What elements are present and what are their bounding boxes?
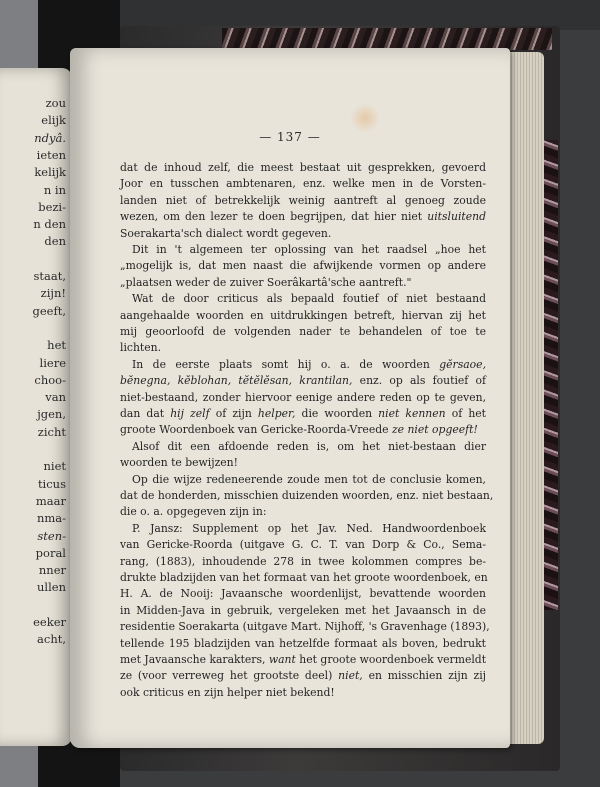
text-line — [120, 340, 486, 356]
text-line — [120, 488, 494, 504]
left-page-fragment: ndyâ. — [34, 130, 66, 145]
left-page-fragment: eeker — [33, 615, 66, 629]
text-run: P. Jansz: Supplement op het Jav. Ned. Handwoordenboek — [132, 521, 486, 535]
text-run: dan dat — [120, 407, 171, 420]
text-run: niet-bestaand, zonder hiervoor eenige andere reden op te geven, — [120, 390, 486, 404]
text-line — [120, 619, 490, 635]
text-run: groote Woordenboek van Gericke-Roorda-Vreede — [120, 423, 392, 437]
text-run: ook criticus en zijn helper niet bekend! — [120, 685, 335, 699]
text-line — [120, 258, 486, 274]
left-page-fragment: kelijk — [34, 165, 66, 180]
text-line — [120, 504, 486, 520]
text-line — [120, 537, 486, 553]
text-run: woorden te bewijzen! — [120, 456, 238, 470]
left-page-fragment: jgen, — [37, 407, 66, 422]
text-run: tellende 195 bladzijden van hetzelfde formaat als boven, bedrukt — [120, 636, 486, 650]
left-page-fragment: niet — [43, 459, 66, 474]
text-run: die woorden — [295, 407, 379, 420]
italic-text-run: want — [268, 653, 296, 666]
text-run: van Gericke-Roorda (uitgave G. C. T. van Dorp & Co., Sema- — [120, 538, 486, 552]
text-run: Op die wijze redeneerende zoude men tot de conclusie komen, — [132, 472, 486, 486]
text-run: enz. op als foutief of — [352, 374, 486, 388]
text-line — [120, 685, 486, 701]
text-run: Wat de door criticus als bepaald foutief of niet bestaand — [132, 292, 486, 306]
text-line — [120, 521, 486, 537]
text-line — [120, 570, 486, 586]
text-run: lichten. — [120, 341, 162, 355]
left-page-fragment: n in — [43, 182, 66, 197]
text-line — [120, 209, 486, 225]
text-run: aangehaalde woorden en uitdrukkingen betreft, hiervan zij het — [120, 308, 486, 322]
text-line — [120, 636, 486, 652]
left-page-fragment: liere — [39, 355, 66, 370]
left-page-fragment: maar — [35, 493, 66, 508]
left-page-fragment: zicht — [37, 424, 66, 439]
left-page-fragment: sten- — [37, 528, 66, 543]
italic-text-run: niet, — [338, 669, 363, 683]
left-page-fragment: den — [44, 234, 66, 249]
italic-text-run: bĕnegna, kĕblohan, tĕtĕlĕsan, krantilan, — [120, 374, 353, 388]
text-run: ze (voor verreweg het grootste deel) — [120, 669, 339, 683]
marbled-top-edge — [222, 28, 552, 50]
text-run: wezen, om den lezer te doen begrijpen, dat hier niet — [120, 210, 428, 224]
paper-stain — [350, 103, 380, 133]
left-page-fragment: choo- — [34, 372, 66, 387]
text-line — [120, 291, 486, 307]
text-line — [120, 275, 486, 291]
text-line — [120, 554, 486, 570]
left-page-fragment: nma- — [36, 511, 66, 526]
text-line — [120, 226, 486, 242]
italic-text-run: uitsluitend — [427, 210, 486, 224]
text-line — [120, 176, 486, 192]
left-page-fragment: ieten — [36, 147, 66, 162]
text-line — [120, 652, 486, 668]
text-run: In de eerste plaats somt hij o. a. de woorden — [132, 357, 440, 371]
left-page-fragment: ullen — [37, 580, 66, 595]
text-run: „mogelijk is, dat men naast die afwijkende vormen op andere — [120, 259, 486, 273]
text-run: in Midden-Java in gebruik, vergeleken met het Javaansch in de — [120, 603, 486, 617]
text-run: landen niet of betrekkelijk weinig aantreft al genoeg zoude — [120, 193, 486, 207]
left-page-fragment: van — [45, 390, 66, 405]
text-run: of het — [445, 407, 487, 420]
left-page-fragment: zou — [45, 96, 66, 110]
text-run: Soerakarta'sch dialect wordt gegeven. — [120, 226, 332, 240]
italic-text-run: helper, — [257, 407, 296, 420]
text-run: Joor en tusschen ambtenaren, enz. welke men in de Vorsten- — [120, 177, 486, 191]
text-run: en misschien zijn zij — [362, 669, 487, 683]
text-line — [120, 455, 486, 471]
text-line — [120, 324, 486, 340]
text-line — [120, 472, 486, 488]
text-line — [120, 586, 486, 602]
left-page — [0, 68, 72, 746]
text-line — [120, 603, 486, 619]
text-line — [120, 357, 486, 373]
text-run: „plaatsen weder de zuiver Soerâkartâ'sche aantreft." — [120, 275, 412, 289]
text-line — [120, 160, 486, 176]
text-line — [120, 668, 486, 684]
text-run: rang, (1883), inhoudende 278 in twee kolommen compres be- — [120, 554, 486, 568]
text-run: dat de honderden, misschien duizenden woorden, enz. niet bestaan, — [120, 489, 494, 502]
text-line — [120, 406, 486, 422]
text-run: het groote woordenboek vermeldt — [295, 653, 487, 666]
right-page — [70, 48, 510, 748]
text-run: H. A. de Nooij: Javaansche woordenlijst, bevattende woorden — [120, 587, 486, 601]
left-page-fragment: het — [47, 338, 66, 353]
text-line — [120, 439, 486, 455]
text-run: Alsof dit een afdoende reden is, om het niet-bestaan dier — [132, 439, 486, 453]
left-page-fragment: n den — [33, 217, 66, 232]
text-run: Dit in 't algemeen ter oplossing van het raadsel „hoe het — [132, 243, 486, 256]
left-page-fragment: acht, — [37, 632, 66, 647]
italic-text-run: gĕrsaoe, — [439, 357, 486, 371]
text-run: dat de inhoud zelf, die meest bestaat uit gesprekken, gevoerd — [120, 161, 486, 174]
text-line — [120, 308, 486, 324]
italic-text-run: niet kennen — [378, 407, 446, 420]
page-number: — 137 — — [259, 130, 321, 144]
text-line — [120, 193, 486, 209]
text-line — [120, 422, 486, 438]
text-line — [120, 373, 486, 389]
text-run: residentie Soerakarta (uitgave Mart. Nijhoff, 's Gravenhage (1893), — [120, 620, 490, 634]
italic-text-run: hij zelf — [170, 407, 210, 420]
left-page-fragment: ticus — [37, 476, 66, 491]
left-page-fragment: geeft, — [32, 303, 66, 318]
text-run: mij geoorloofd de volgenden nader te behandelen of toe te — [120, 325, 486, 338]
left-page-fragment: poral — [35, 545, 66, 560]
text-run: die o. a. opgegeven zijn in: — [120, 505, 267, 519]
text-run: of zijn — [209, 407, 258, 420]
left-page-text-fragments — [0, 68, 72, 746]
left-page-fragment: bezi- — [38, 199, 66, 214]
left-page-fragment: elijk — [41, 113, 66, 128]
left-page-fragment: staat, — [33, 269, 66, 283]
left-page-fragment: zijn! — [40, 286, 66, 301]
italic-text-run: ze niet opgeeft! — [391, 423, 478, 437]
left-page-fragment: nner — [38, 563, 66, 578]
text-run: met Javaansche karakters, — [120, 653, 269, 666]
text-run: drukte bladzijden van het formaat van het groote woordenboek, en — [120, 571, 488, 584]
text-line — [120, 390, 486, 406]
text-line — [120, 242, 486, 258]
